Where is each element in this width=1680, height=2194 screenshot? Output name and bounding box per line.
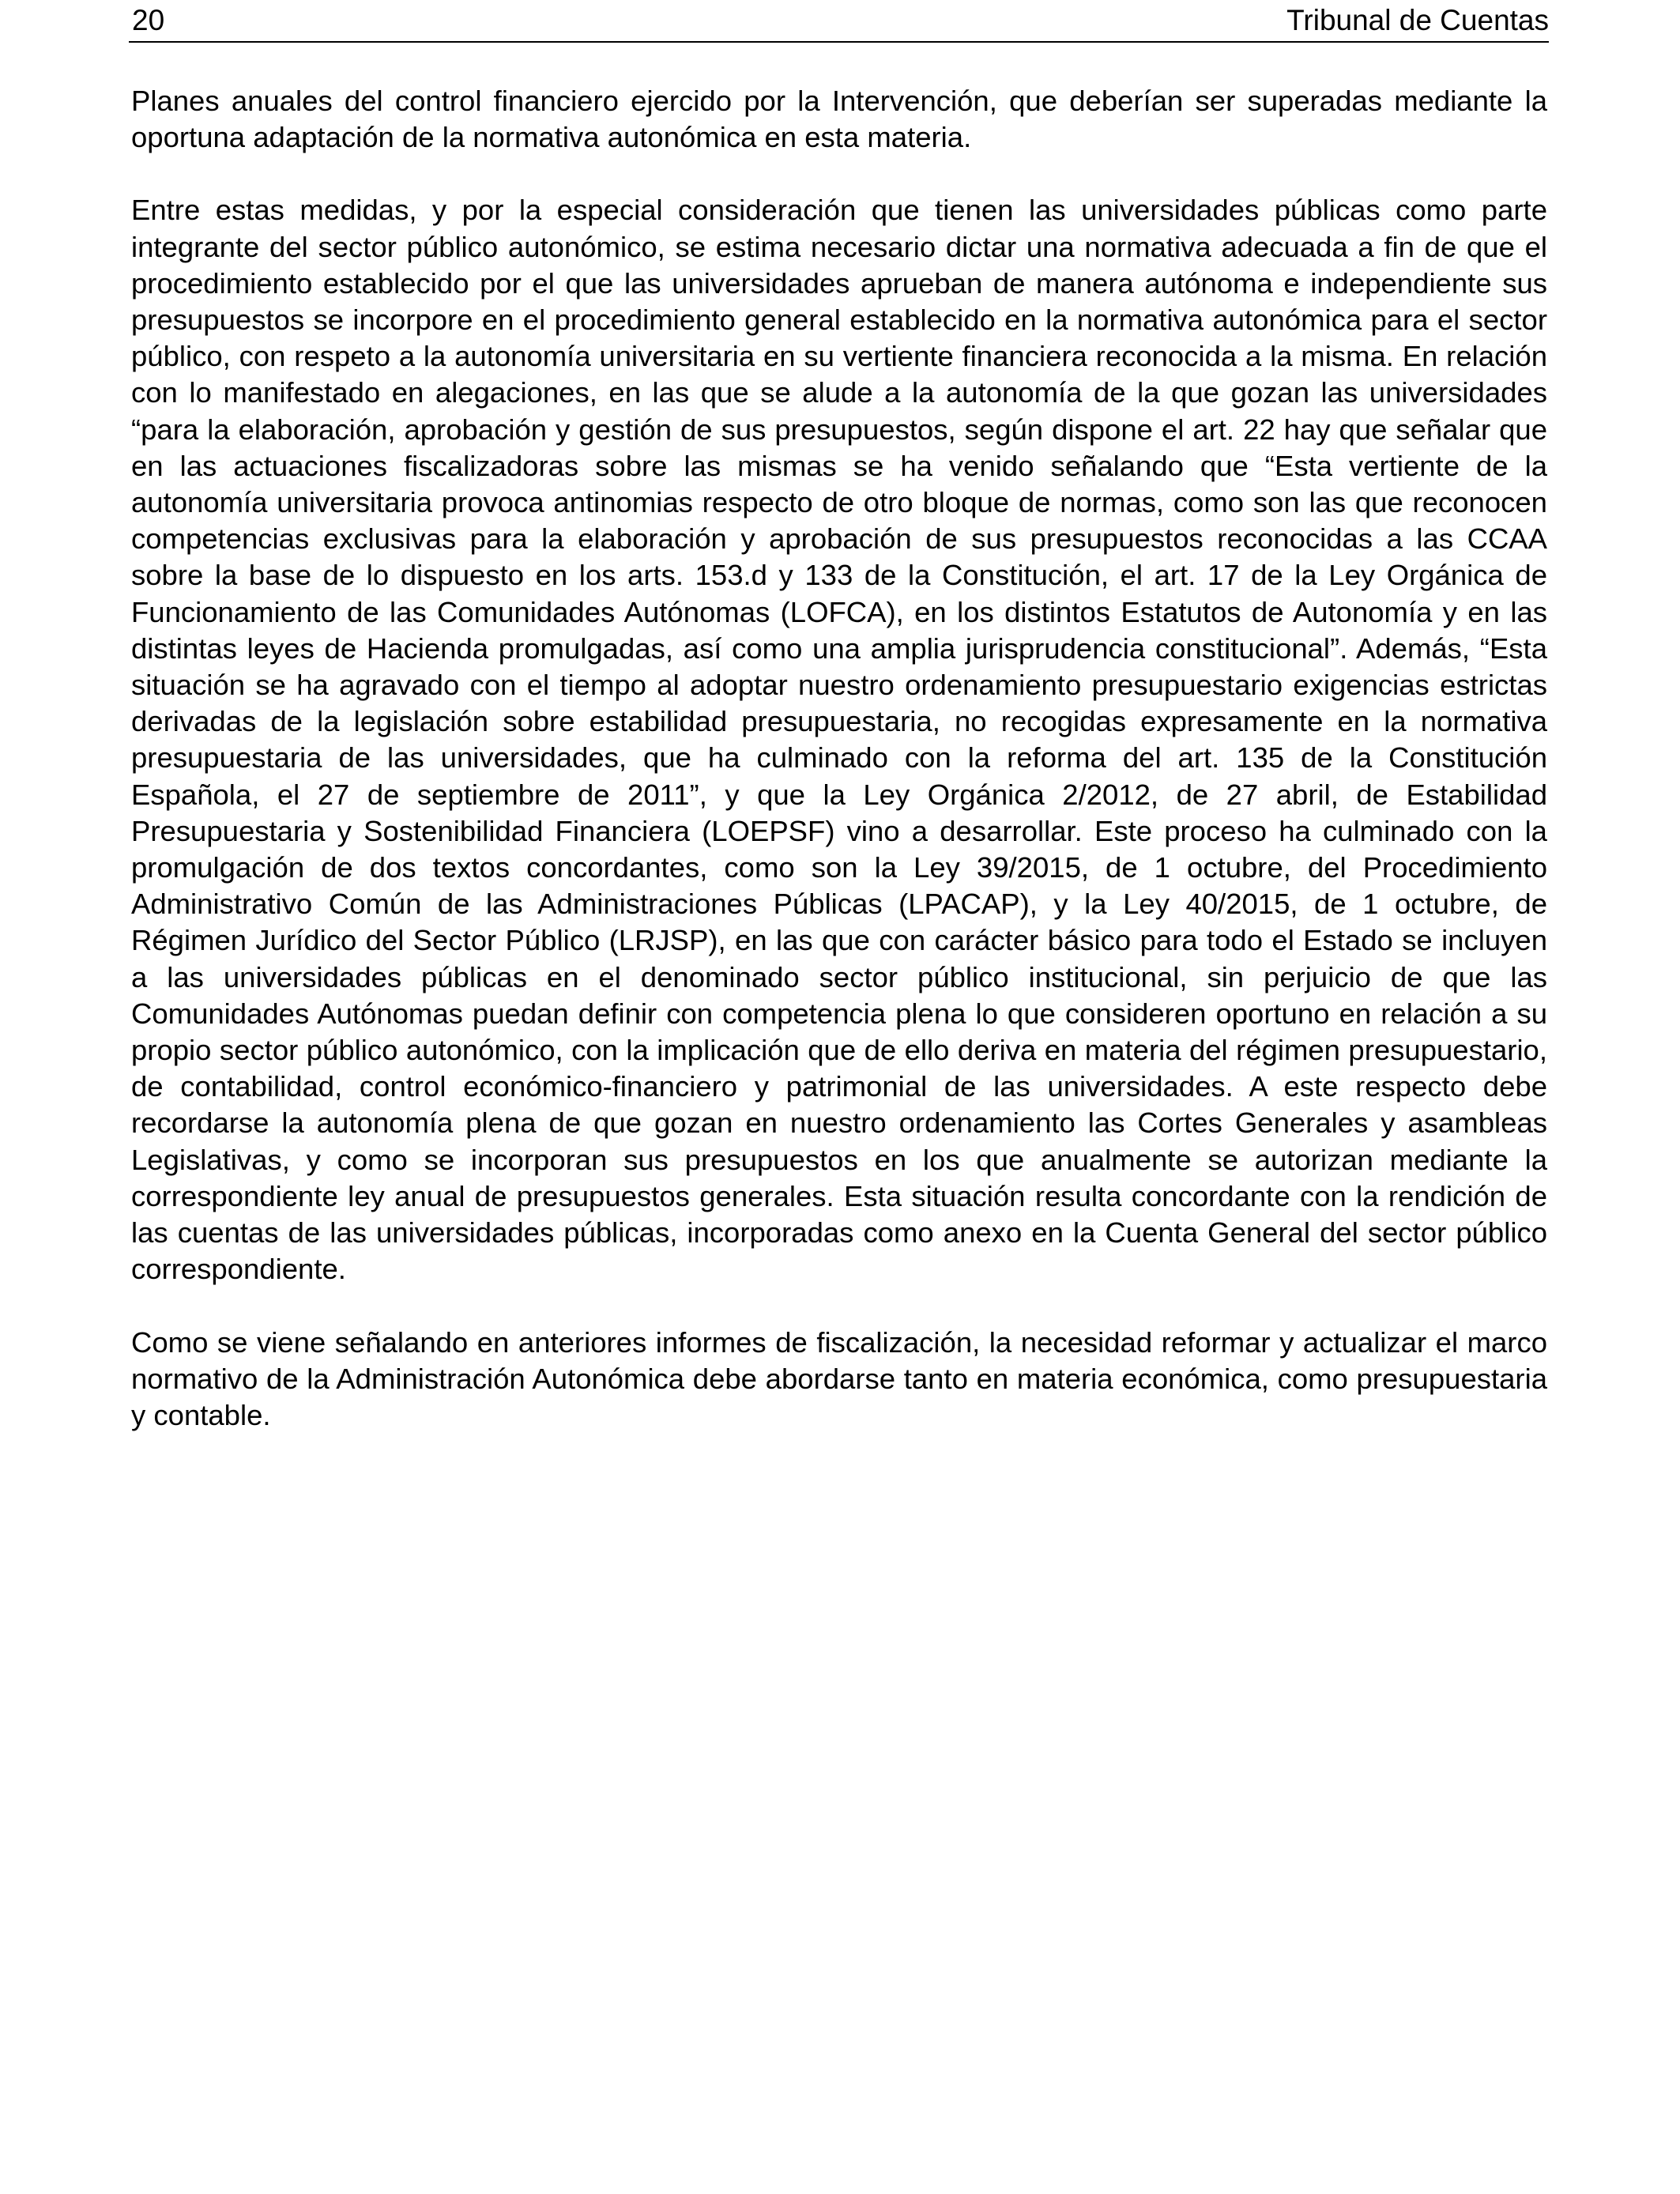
paragraph-2: Entre estas medidas, y por la especial consideración que tienen las universidades públicas como parte integrante del sector público autonómico, se estima necesario dictar una normativa adecuada a fin de que el procedimiento establecido por el que las universidades aprueban de manera autónoma e independiente sus presupuestos se incorpore en el procedimiento general establecido en la normativa autonómica para el sector público, con respeto a la autonomía universitaria en su vertiente financiera reconocida a la misma. En relación con lo manifestado en alegaciones, en las que se alude a la autonomía de la que gozan las universidades “para la elaboración, aprobación y gestión de sus presupuestos, según dispone el art. 22 hay que señalar que en las actuaciones fiscalizadoras sobre las mismas se ha venido señalando que “Esta vertiente de la autonomía universitaria provoca antinomias respecto de otro bloque de normas, como son las que reconocen competencias exclusivas para la elaboración y aprobación de sus presupuestos reconocidas a las CCAA sobre la base de lo dispuesto en los arts. 153.d y 133 de la Constitución, el art. 17 de la Ley Orgánica de Funcionamiento de las Comunidades Autónomas (LOFCA), en los distintos Estatutos de Autonomía y en las distintas leyes de Hacienda promulgadas, así como una amplia jurisprudencia constitucional”. Además, “Esta situación se ha agravado con el tiempo al adoptar nuestro ordenamiento presupuestario exigencias estrictas derivadas de la legislación sobre estabilidad presupuestaria, no recogidas expresamente en la normativa presupuestaria de las universidades, que ha culminado con la reforma del art. 135 de la Constitución Española, el 27 de septiembre de 2011”, y que la Ley Orgánica 2/2012, de 27 abril, de Estabilidad Presupuestaria y Sostenibilidad Financiera (LOEPSF) vino a desarrollar. Este proceso ha culminado con la promulgación de dos textos concordantes, como son la Ley 39/2015, de 1 octubre, del Procedimiento Administrativo Común de las Administraciones Públicas (LPACAP), y la Ley 40/2015, de 1 octubre, de Régimen Jurídico del Sector Público (LRJSP), en las que con carácter básico para todo el Estado se incluyen a las universidades públicas en el denominado sector público institucional, sin perjuicio de que las Comunidades Autónomas puedan definir con competencia plena lo que consideren oportuno en relación a su propio sector público autonómico, con la implicación que de ello deriva en materia del régimen presupuestario, de contabilidad, control económico-financiero y patrimonial de las universidades. A este respecto debe recordarse la autonomía plena de que gozan en nuestro ordenamiento las Cortes Generales y asambleas Legislativas, y como se incorporan sus presupuestos en los que anualmente se autorizan mediante la correspondiente ley anual de presupuestos generales. Esta situación resulta concordante con la rendición de las cuentas de las universidades públicas, incorporadas como anexo en la Cuenta General del sector público correspondiente.	[131, 194, 1547, 1286]
page-number: 20	[132, 4, 165, 36]
running-title: Tribunal de Cuentas	[1286, 4, 1549, 36]
page-header	[129, 0, 1549, 43]
body-text	[131, 83, 1547, 1470]
paragraph-3: Como se viene señalando en anteriores informes de fiscalización, la necesidad reformar y actualizar el marco normativo de la Administración Autonómica debe abordarse tanto en materia económica, como presupuestaria y contable.	[131, 1325, 1547, 1431]
paragraph-1: Planes anuales del control financiero ejercido por la Intervención, que deberían ser superadas mediante la oportuna adaptación de la normativa autonómica en esta materia.	[131, 85, 1547, 154]
